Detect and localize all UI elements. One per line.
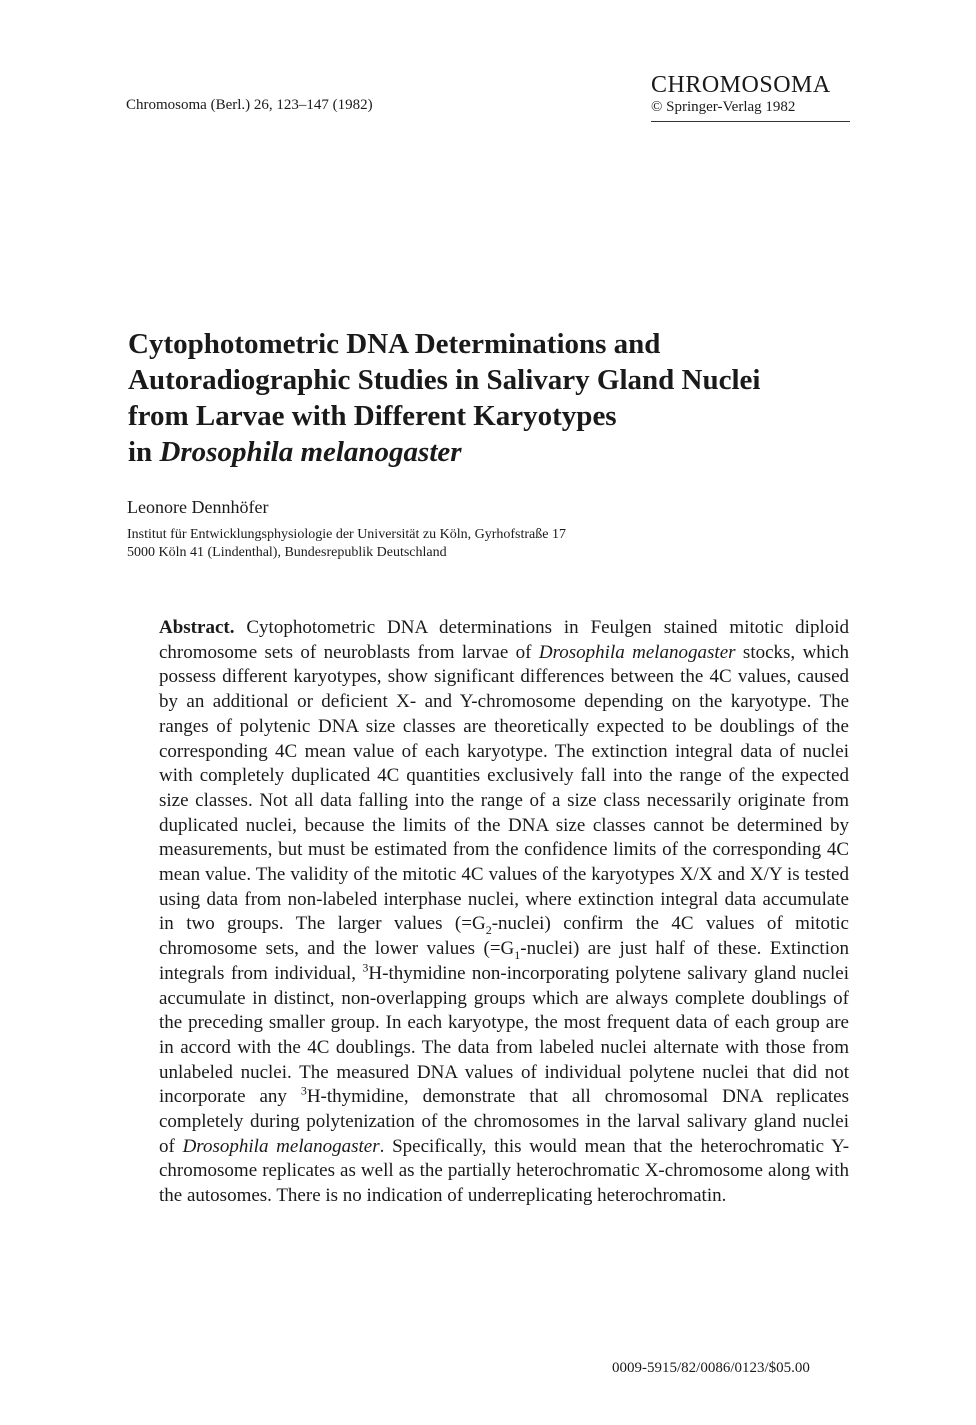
- superscript-3h-2: 3: [300, 1084, 307, 1099]
- title-line-4: [128, 434, 848, 470]
- abstract-text-7: . Specifically, this would mean that the heterochromatic Y-chromosome replicates as well as the partially heterochromatic X-chromosome along with the autosomes. There is no indication of underreplicating heterochromatin.: [159, 1135, 850, 1207]
- subscript-g2: 2: [485, 923, 492, 938]
- title-line-3: from Larvae with Different Karyotypes: [128, 400, 617, 432]
- superscript-3h-1: 3: [362, 960, 369, 975]
- abstract-text-1: Cytophotometric DNA determinations in Feulgen stained mitotic diploid chromosome sets of neuroblasts from larvae of: [159, 617, 849, 663]
- copyright-notice: © Springer-Verlag 1982: [651, 99, 796, 115]
- abstract-text-3: -nuclei) confirm the 4C values of mitotic chromosome sets, and the lower values (=G: [159, 913, 849, 960]
- abstract-species-2: Drosophila melanogaster: [182, 1135, 380, 1157]
- author-name: Leonore Dennhöfer: [127, 497, 269, 517]
- abstract-text-4: -nuclei) are just half of these. Extinction integrals from individual,: [159, 938, 849, 984]
- subscript-g1: 1: [514, 947, 521, 962]
- author-affiliation: [127, 526, 566, 562]
- abstract-text-2: stocks, which possess different karyotypes, show significant differences between the 4C values, caused by an additional or deficient X- and Y-chromosome depending on the karyotype. The ranges of polytenic DNA size classes are theoretically expected to be doublings of the corresponding 4C mean value of each karyotype. The extinction integral data of nuclei with completely duplicated 4C quantities exclusively fall into the range of the expected size classes. Not all data falling into the range of a size class necessarily originate from duplicated nuclei, because the limits of the DNA size classes cannot be determined by measurements, but must be estimated from the confidence limits of the corresponding 4C mean value. The validity of the mitotic 4C values of the karyotypes X/X and X/Y is tested using data from non-labeled interphase nuclei, where extinction integral data accumulate in two groups. The larger values (=G: [159, 641, 849, 935]
- title-prefix: in: [128, 436, 160, 468]
- abstract-paragraph: [159, 616, 849, 1209]
- abstract-species-1: Drosophila melanogaster: [538, 641, 736, 663]
- affiliation-line-1: Institut für Entwicklungsphysiologie der Universität zu Köln, Gyrhofstraße 17: [127, 527, 566, 542]
- abstract-text-5: H-thymidine non-incorporating polytene salivary gland nuclei accumulate in distinct, non-overlapping groups which are always complete doublings of the preceding smaller group. In each karyotype, the most frequent data of each group are in accord with the 4C doublings. The data from labeled nuclei alternate with those from unlabeled nuclei. The measured DNA values of individual polytene nuclei that did not incorporate any: [159, 962, 849, 1108]
- title-line-1: Cytophotometric DNA Determinations and: [128, 328, 661, 360]
- article-code: 0009-5915/82/0086/0123/$05.00: [612, 1360, 810, 1376]
- journal-block: [651, 72, 850, 122]
- title-species: Drosophila melanogaster: [159, 436, 462, 468]
- abstract-label: Abstract.: [159, 617, 235, 638]
- journal-citation: Chromosoma (Berl.) 26, 123–147 (1982): [126, 97, 373, 113]
- title-line-2: Autoradiographic Studies in Salivary Gland Nuclei: [128, 364, 761, 396]
- affiliation-line-2: 5000 Köln 41 (Lindenthal), Bundesrepublik Deutschland: [127, 545, 447, 560]
- article-title: [128, 326, 848, 470]
- abstract-text-6: H-thymidine, demonstrate that all chromosomal DNA replicates completely during polytenization of the chromosomes in the larval salivary gland nuclei of: [159, 1086, 849, 1157]
- journal-name: CHROMOSOMA: [651, 72, 831, 98]
